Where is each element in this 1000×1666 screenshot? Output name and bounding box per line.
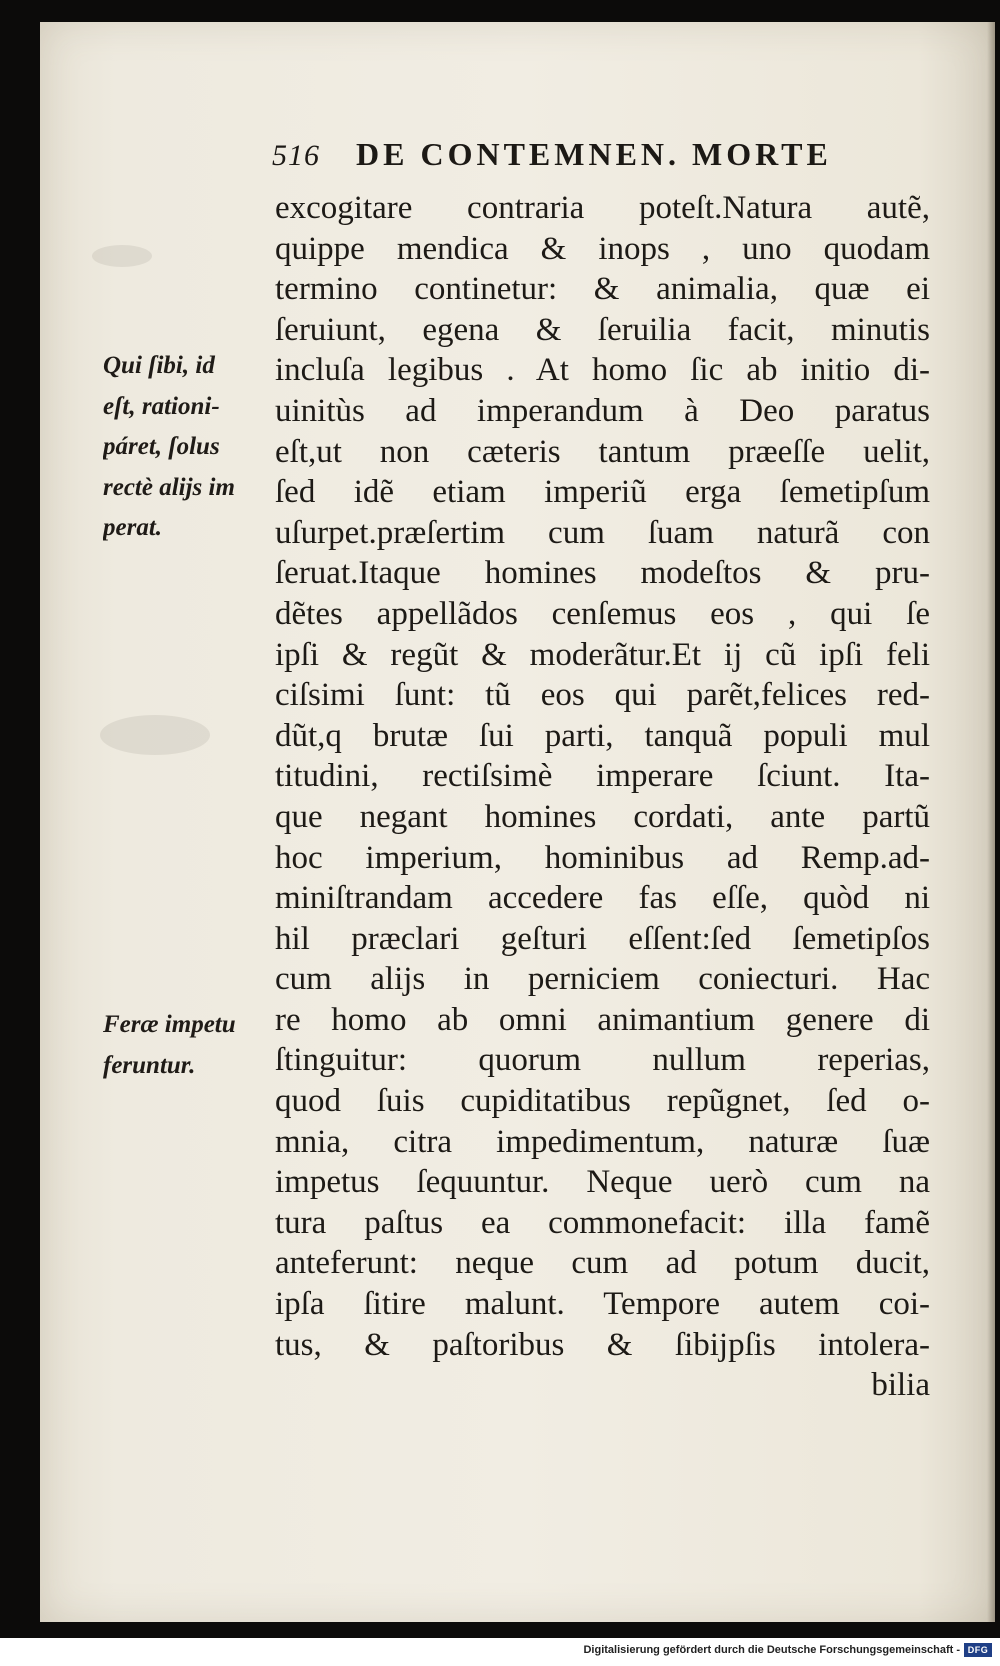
text-line: ſeruat.Itaque homines modeſtos & pru- <box>275 555 930 592</box>
marginal-note-line: feruntur. <box>103 1051 196 1079</box>
text-line: ipſi & regũt & moderãtur.Et ij cũ ipſi feli <box>275 636 930 673</box>
ink-smudge <box>100 715 210 755</box>
text-line: excogitare contraria poteſt.Natura autẽ, <box>275 190 930 226</box>
text-line: anteferunt: neque cum ad potum ducit, <box>275 1245 930 1282</box>
marginal-note-line: rectè alijs im <box>103 473 235 501</box>
text-line: que negant homines cordati, ante partũ <box>275 798 930 835</box>
text-line: re homo ab omni animantium genere di <box>275 1001 930 1038</box>
text-line: ſtinguitur: quorum nullum reperias, <box>275 1042 930 1079</box>
text-line: uinitùs ad imperandum à Deo paratus <box>275 392 930 429</box>
text-line: termino continetur: & animalia, quæ ei <box>275 271 930 308</box>
text-line: hoc imperium, hominibus ad Remp.ad- <box>275 839 930 876</box>
text-line: eſt,ut non cæteris tantum præeſſe uelit, <box>275 433 930 470</box>
marginal-note-line: perat. <box>103 514 163 542</box>
text-line: dũt,q brutæ ſui parti, tanquã populi mul <box>275 717 930 754</box>
ink-smudge <box>92 245 152 267</box>
page-header <box>272 136 832 173</box>
text-line: ipſa ſitire malunt. Tempore autem coi- <box>275 1286 930 1323</box>
marginal-note-line: páret, ſolus <box>103 433 220 461</box>
marginal-note-line: eſt, rationi- <box>103 392 220 420</box>
text-line: mnia, citra impedimentum, naturæ ſuæ <box>275 1123 930 1160</box>
text-line: ſed idẽ etiam imperiũ erga ſemetipſum <box>275 474 930 511</box>
text-line: incluſa legibus . At homo ſic ab initio di- <box>275 352 930 389</box>
marginal-note-line: Qui ſibi, id <box>103 352 215 379</box>
text-line: ciſsimi ſunt: tũ eos qui parẽt,felices red- <box>275 677 930 714</box>
digitization-credit: Digitalisierung gefördert durch die Deutsche Forschungsgemeinschaft - <box>583 1644 960 1656</box>
text-line: ſeruiunt, egena & ſeruilia facit, minutis <box>275 311 930 348</box>
marginal-note <box>103 1005 273 1086</box>
text-line: cum alijs in perniciem coniecturi. Hac <box>275 961 930 998</box>
text-line: quippe mendica & inops , uno quodam <box>275 230 930 267</box>
text-line: titudini, rectiſsimè imperare ſciunt. Ita- <box>275 758 930 795</box>
text-line: uſurpet.præſertim cum ſuam naturã con <box>275 514 930 551</box>
text-line: tura paſtus ea commonefacit: illa famẽ <box>275 1204 930 1241</box>
text-line: hil præclari geſturi eſſent:ſed ſemetipſos <box>275 920 930 957</box>
marginal-note-line: Feræ impetu <box>103 1011 236 1038</box>
text-line: dẽtes appellãdos cenſemus eos , qui ſe <box>275 595 930 632</box>
text-line: tus, & paſtoribus & ſibijpſis intolera- <box>275 1326 930 1363</box>
page-edge-shadow <box>987 22 995 1622</box>
page-number: 516 <box>272 139 320 172</box>
body-text-block <box>275 188 930 1406</box>
running-head: DE CONTEMNEN. MORTE <box>356 136 832 172</box>
text-line: impetus ſequuntur. Neque uerò cum na <box>275 1164 930 1201</box>
dfg-logo: DFG <box>964 1643 992 1657</box>
text-line: quod ſuis cupiditatibus repũgnet, ſed o- <box>275 1083 930 1120</box>
marginal-note <box>103 346 273 549</box>
catchword: bilia <box>871 1367 930 1404</box>
text-line: miniſtrandam accedere fas eſſe, quòd ni <box>275 880 930 917</box>
